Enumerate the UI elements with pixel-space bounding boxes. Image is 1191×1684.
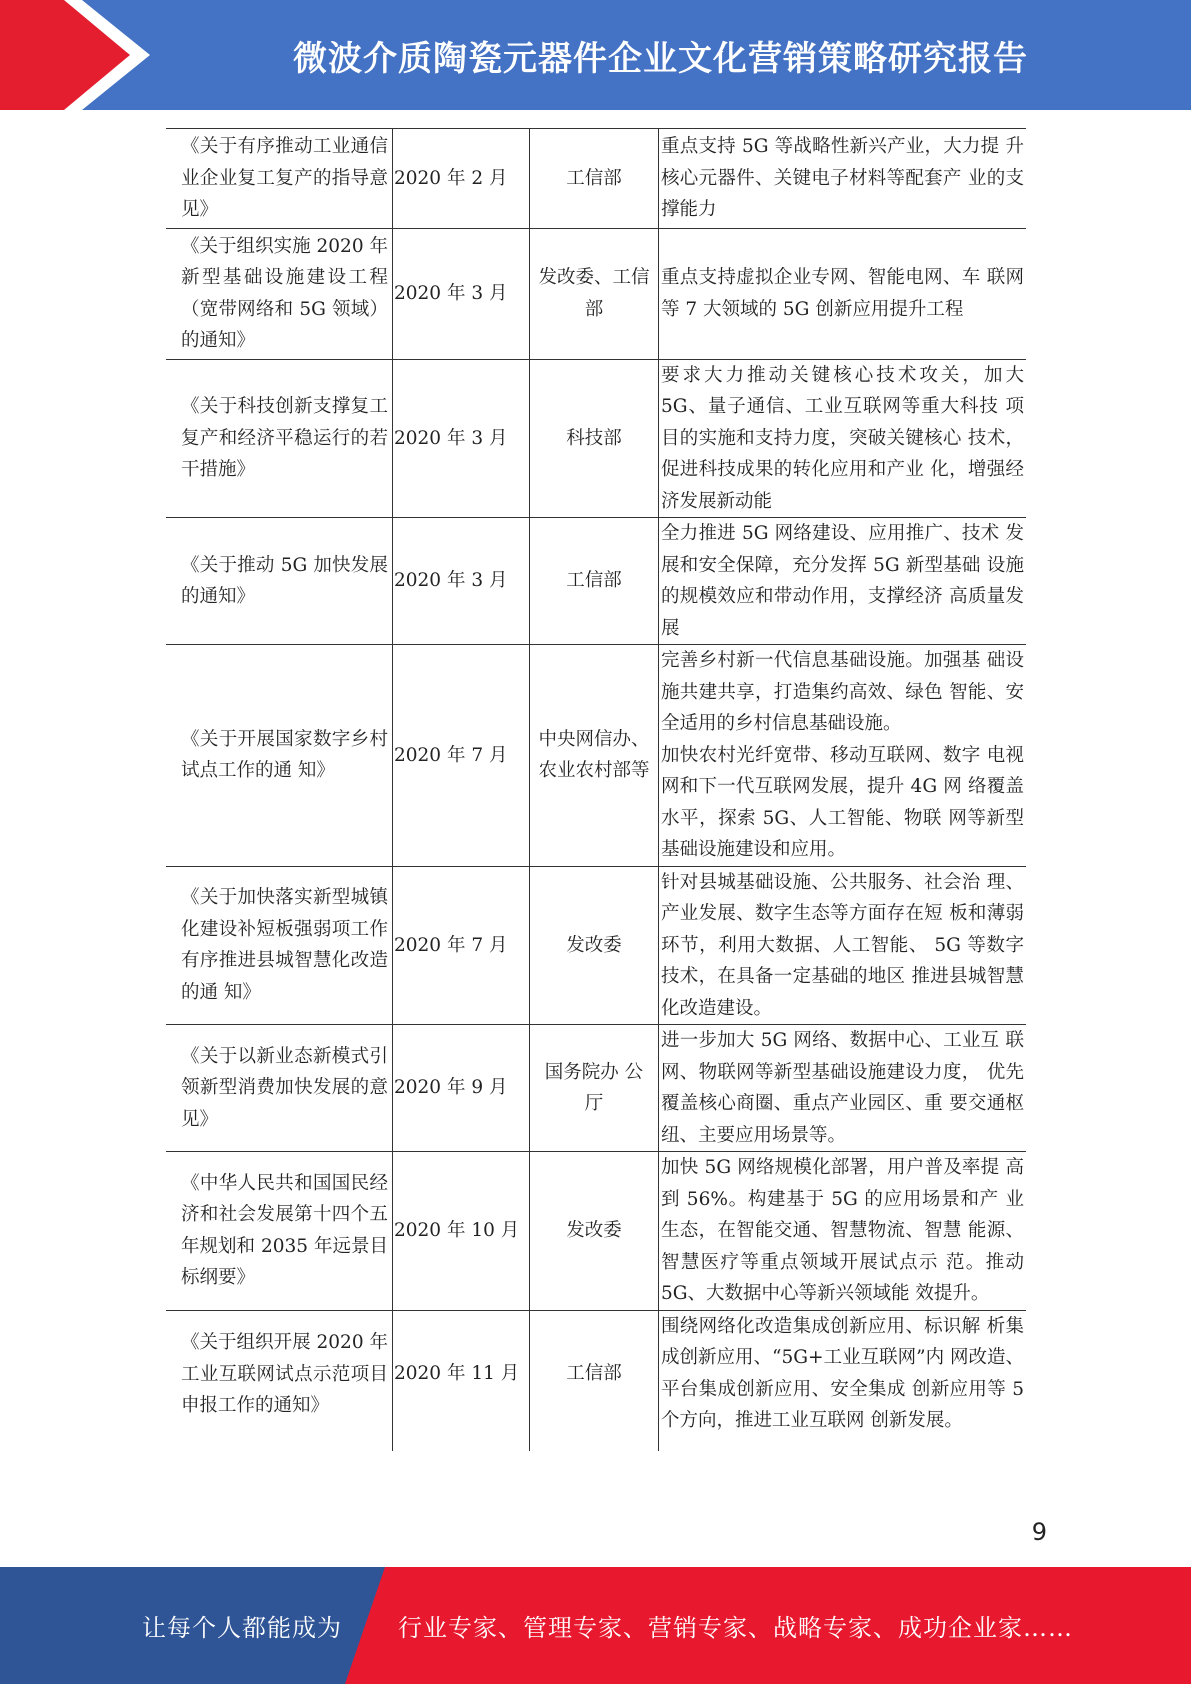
policy-description-paragraph: 完善乡村新一代信息基础设施。加强基 础设施共建共享，打造集约高效、绿色 智能、安全适用的乡村信息基础设施。 (661, 650, 1024, 734)
table-row (166, 129, 1026, 229)
policy-date: 2020 年 3 月 (393, 228, 530, 359)
policy-description: 进一步加大 5G 网络、数据中心、工业互 联网、物联网等新型基础设施建设力度， 优先覆盖核心商圈、重点产业园区、重 要交通枢纽、主要应用场景等。 (659, 1025, 1027, 1152)
policy-department: 工信部 (530, 518, 659, 645)
policy-date: 2020 年 3 月 (393, 518, 530, 645)
policy-department: 中央网信办、农业农村部等 (530, 645, 659, 867)
page-footer (0, 1567, 1191, 1684)
policy-date: 2020 年 9 月 (393, 1025, 530, 1152)
footer-slogan-right: 行业专家、管理专家、营销专家、战略专家、成功企业家…… (398, 1614, 1073, 1642)
policy-description: 重点支持 5G 等战略性新兴产业，大力提 升核心元器件、关键电子材料等配套产 业的支撑能力 (659, 129, 1027, 229)
policy-title: 《关于以新业态新模式引领新型消费加快发展的意见》 (181, 1045, 388, 1130)
policy-date: 2020 年 11 月 (393, 1310, 530, 1451)
policy-department: 发改委 (530, 1152, 659, 1311)
policy-title: 《关于开展国家数字乡村试点工作的通 知》 (181, 728, 388, 782)
policy-title: 《关于组织开展 2020 年工业互联网试点示范项目申报工作的通知》 (181, 1332, 388, 1417)
policy-department: 科技部 (530, 359, 659, 518)
policy-description-paragraph: 加快农村光纤宽带、移动互联网、数字 电视网和下一代互联网发展，提升 4G 网 络覆盖水平，探索 5G、人工智能、物联 网等新型基础设施建设和应用。 (661, 744, 1024, 860)
table-row (166, 1310, 1026, 1451)
policy-department: 发改委 (530, 866, 659, 1025)
policy-title: 《关于推动 5G 加快发展的通知》 (181, 554, 388, 607)
policy-description: 围绕网络化改造集成创新应用、标识解 析集成创新应用、“5G+工业互联网”内 网改造、平台集成创新应用、安全集成 创新应用等 5 个方向，推进工业互联网 创新发展。 (659, 1310, 1027, 1451)
table-row (166, 518, 1026, 645)
policy-date: 2020 年 10 月 (393, 1152, 530, 1311)
table-row (166, 228, 1026, 359)
policy-title: 《关于有序推动工业通信业企业复工复产的指导意见》 (181, 136, 388, 220)
table-row (166, 359, 1026, 518)
policy-department: 工信部 (530, 129, 659, 229)
table-row (166, 1152, 1026, 1311)
page-header (0, 0, 1191, 110)
table-row (166, 866, 1026, 1025)
policy-department: 国务院办 公厅 (530, 1025, 659, 1152)
policy-title: 《关于组织实施 2020 年新型基础设施建设工程（宽带网络和 5G 领域）的通知》 (181, 235, 388, 351)
policy-department: 工信部 (530, 1310, 659, 1451)
policy-title: 《中华人民共和国国民经济和社会发展第十四个五年规划和 2035 年远景目标纲要》 (181, 1172, 388, 1289)
policy-date: 2020 年 2 月 (393, 129, 530, 229)
report-title: 微波介质陶瓷元器件企业文化营销策略研究报告 (293, 38, 1028, 79)
policy-table (166, 128, 1026, 1451)
policy-description: 重点支持虚拟企业专网、智能电网、车 联网等 7 大领域的 5G 创新应用提升工程 (659, 228, 1027, 359)
policy-description: 针对县城基础设施、公共服务、社会治 理、产业发展、数字生态等方面存在短 板和薄弱环节，利用大数据、人工智能、 5G 等数字技术，在具备一定基础的地区 推进县城智慧化改造建设。 (659, 866, 1027, 1025)
policy-department: 发改委、工信部 (530, 228, 659, 359)
policy-description (659, 645, 1027, 867)
policy-date: 2020 年 7 月 (393, 866, 530, 1025)
policy-date: 2020 年 3 月 (393, 359, 530, 518)
policy-title: 《关于加快落实新型城镇化建设补短板强弱项工作有序推进县城智慧化改造的通 知》 (181, 887, 388, 1003)
policy-description: 全力推进 5G 网络建设、应用推广、技术 发展和安全保障，充分发挥 5G 新型基础 设施的规模效应和带动作用，支撑经济 高质量发展 (659, 518, 1027, 645)
page-number: 9 (1031, 1518, 1047, 1546)
footer-slogan-left: 让每个人都能成为 (142, 1614, 342, 1642)
policy-date: 2020 年 7 月 (393, 645, 530, 867)
policy-title: 《关于科技创新支撑复工复产和经济平稳运行的若干措施》 (181, 396, 388, 480)
policy-description: 要求大力推动关键核心技术攻关，加大 5G、量子通信、工业互联网等重大科技 项目的实施和支持力度，突破关键核心 技术，促进科技成果的转化应用和产业 化，增强经济发展新动能 (659, 359, 1027, 518)
table-row (166, 645, 1026, 867)
policy-description: 加快 5G 网络规模化部署，用户普及率提 高到 56%。构建基于 5G 的应用场景和产 业生态，在智能交通、智慧物流、智慧 能源、智慧医疗等重点领域开展试点示 范。推动 5G、大数据中心等新兴领域能 效提升。 (659, 1152, 1027, 1311)
table-row (166, 1025, 1026, 1152)
